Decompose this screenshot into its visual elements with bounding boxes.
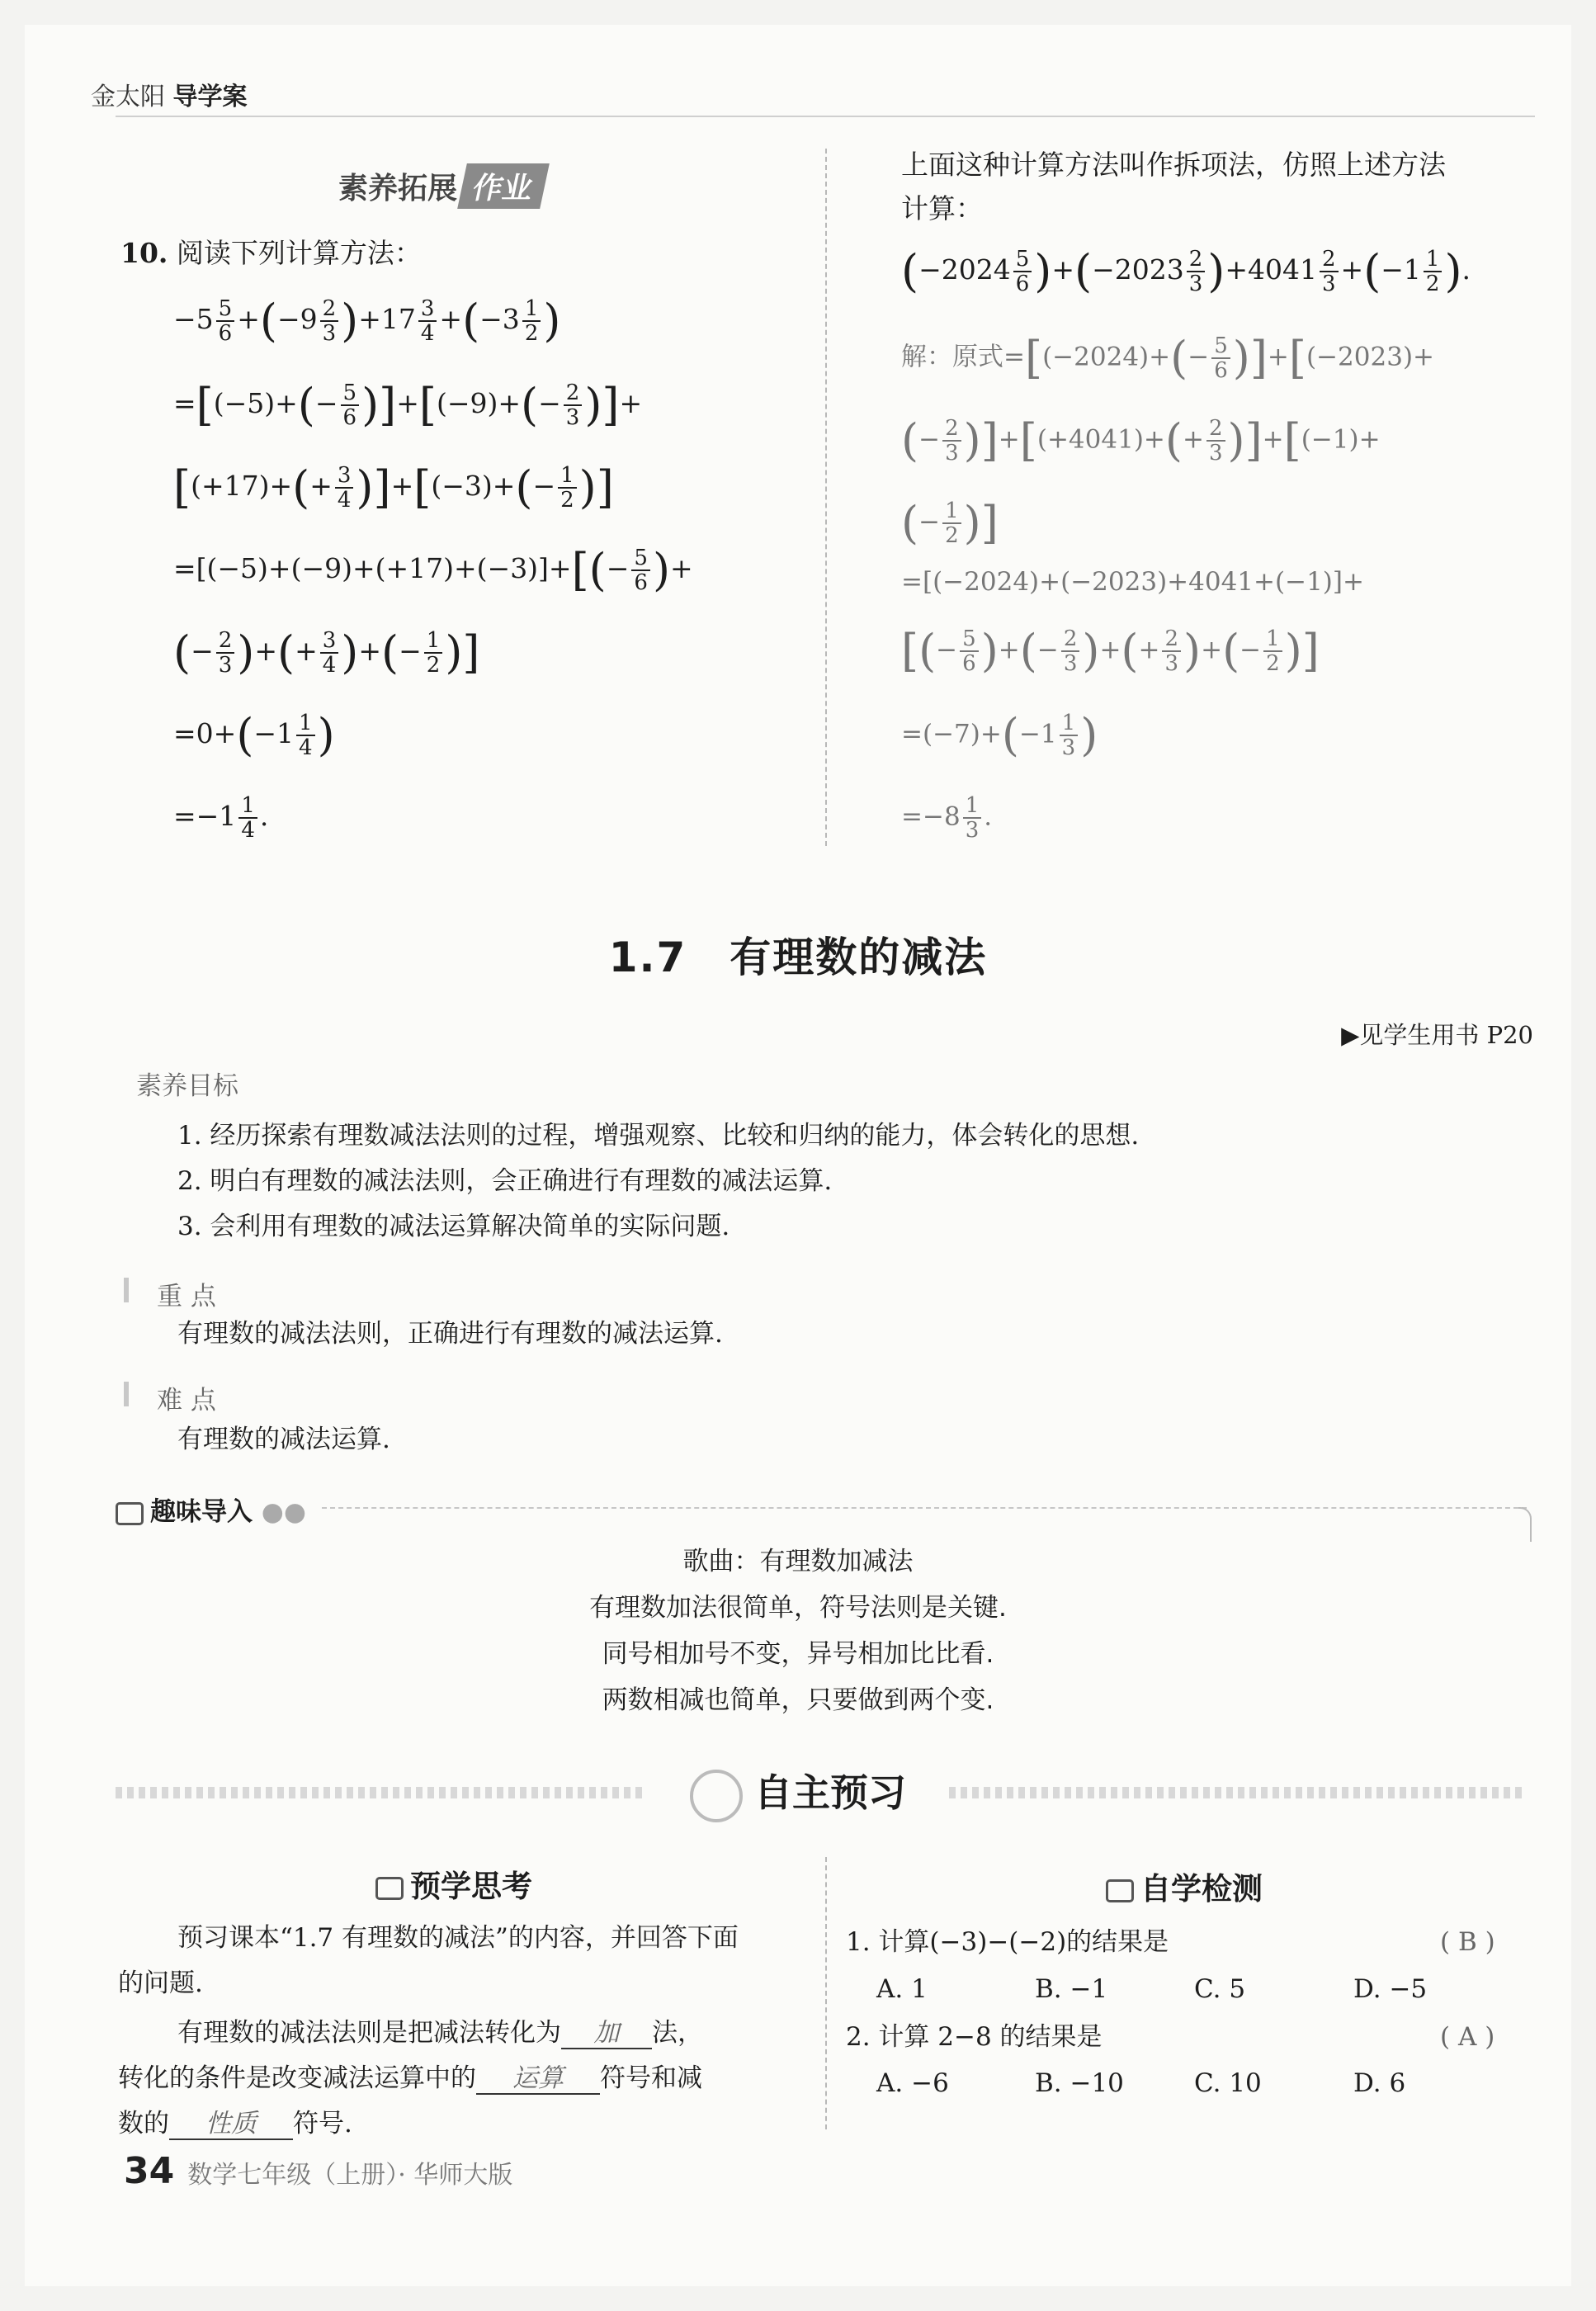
header-brand xyxy=(91,76,248,112)
preview-divider xyxy=(825,1857,827,2129)
question-number: 10. xyxy=(120,237,168,269)
goal-item: 2. 明白有理数的减法法则，会正确进行有理数的减法运算. xyxy=(177,1166,833,1196)
example-line-3b: (− $\frac{2}{3}$ )+(+ $\frac{3}{4}$ )+(− $\frac{1}{2}$ )] xyxy=(173,626,480,678)
brand-subtitle: 导学案 xyxy=(172,83,248,111)
option[interactable]: C. 5 xyxy=(1194,1974,1246,2004)
footer xyxy=(124,2150,512,2192)
solution-line-4: =−8 $\frac{1}{3}$ . xyxy=(901,793,993,843)
intro-label: 趣味导入 ●● xyxy=(116,1491,306,1528)
brand-name: 金太阳 xyxy=(91,83,165,111)
key-text: 有理数的减法法则，正确进行有理数的减法运算. xyxy=(177,1319,723,1349)
option[interactable]: A. −6 xyxy=(876,2068,949,2098)
think-para-3: 转化的条件是改变减法运算中的 运算 符号和减 xyxy=(118,2063,702,2093)
solution-line-1b: (− $\frac{2}{3}$ )]+[(+4041)+(+ $\frac{2}{3}$ )]+[(−1)+ xyxy=(901,414,1381,466)
page-number: 34 xyxy=(124,2150,175,2192)
check-q1: 1. 计算(−3)−(−2)的结果是 xyxy=(846,1927,1169,1957)
header-rule xyxy=(116,116,1535,117)
solution-line-1c: (− $\frac{1}{2}$ )] xyxy=(901,497,999,549)
homework-badge: 作业 xyxy=(457,163,550,209)
check-icon xyxy=(1106,1879,1134,1902)
check-q2-answer: ( A ) xyxy=(1440,2022,1495,2052)
check-title xyxy=(1106,1864,1263,1908)
key-marker xyxy=(124,1278,129,1302)
example-line-3: =[(−5)+(−9)+(+17)+(−3)]+[(− $\frac{5}{6}$ )+ xyxy=(173,544,693,596)
hard-label: 难 点 xyxy=(157,1386,216,1415)
think-para-1b: 的问题. xyxy=(118,1968,203,1998)
key-label: 重 点 xyxy=(157,1282,216,1311)
goals-label: 素养目标 xyxy=(136,1071,238,1101)
right-intro-1: 上面这种计算方法叫作拆项法，仿照上述方法 xyxy=(901,149,1446,181)
preview-icon xyxy=(690,1770,743,1822)
option[interactable]: D. 6 xyxy=(1353,2068,1406,2098)
option[interactable]: D. −5 xyxy=(1353,1974,1428,2004)
option[interactable]: B. −1 xyxy=(1035,1974,1108,2004)
blank-answer[interactable]: 运算 xyxy=(476,2063,600,2095)
student-book-ref: ▶见学生用书 P20 xyxy=(1341,1021,1533,1049)
check-q2: 2. 计算 2−8 的结果是 xyxy=(846,2022,1103,2052)
check-q1-answer: ( B ) xyxy=(1440,1927,1495,1957)
section-title: 1.7 有理数的减法 xyxy=(608,933,988,981)
question-text: 阅读下列计算方法： xyxy=(176,237,422,269)
intro-label-text: 趣味导入 xyxy=(150,1497,253,1527)
think-para-2: 有理数的减法法则是把减法转化为 加 法， xyxy=(177,2018,703,2048)
song-line: 同号相加号不变，异号相加比比看. xyxy=(602,1639,994,1669)
solution-line-1: 解：原式=[(−2024)+(− $\frac{5}{6}$ )]+[(−2023)+ xyxy=(901,332,1435,384)
solution-line-2: =[(−2024)+(−2023)+4041+(−1)]+ xyxy=(901,567,1364,597)
song-title: 歌曲：有理数加减法 xyxy=(682,1547,914,1576)
solution-line-2b: [(− $\frac{5}{6}$ )+(− $\frac{2}{3}$ )+(+ $\frac{2}{3}$ )+(− $\frac{1}{2}$ )] xyxy=(901,625,1320,677)
example-line-1: −5 $\frac{5}{6}$ +(−9 $\frac{2}{3}$ )+17 $\frac{3}{4}$ +(−3 $\frac{1}{2}$ ) xyxy=(173,295,561,347)
goal-item: 3. 会利用有理数的减法运算解决简单的实际问题. xyxy=(177,1212,730,1241)
hard-text: 有理数的减法运算. xyxy=(177,1425,390,1454)
option[interactable]: A. 1 xyxy=(876,1974,928,2004)
think-para-1: 预习课本“1.7 有理数的减法”的内容，并回答下面 xyxy=(177,1923,739,1953)
example-line-4: =0+(−1 $\frac{1}{4}$ ) xyxy=(173,709,335,761)
think-title-text: 预学思考 xyxy=(410,1869,532,1904)
hard-marker xyxy=(124,1382,129,1406)
example-line-2b: [(+17)+(+ $\frac{3}{4}$ )]+[(−3)+(− $\frac{1}{2}$ )] xyxy=(173,461,614,513)
goal-item: 1. 经历探索有理数减法法则的过程，增强观察、比较和归纳的能力，体会转化的思想. xyxy=(177,1121,1140,1151)
think-title xyxy=(375,1861,532,1906)
song-line: 两数相减也简单，只要做到两个变. xyxy=(602,1685,994,1715)
option[interactable]: C. 10 xyxy=(1194,2068,1262,2098)
example-line-2: =[(−5)+(− $\frac{5}{6}$ )]+[(−9)+(− $\frac{2}{3}$ )]+ xyxy=(173,379,643,431)
right-intro-2: 计算： xyxy=(901,192,983,224)
footer-text: 数学七年级（上册）· 华师大版 xyxy=(187,2161,513,2190)
intro-icon xyxy=(116,1502,144,1525)
intro-divider xyxy=(322,1507,1527,1509)
think-icon xyxy=(375,1877,404,1900)
blank-answer[interactable]: 性质 xyxy=(169,2109,293,2140)
solution-line-3: =(−7)+(−1 $\frac{1}{3}$ ) xyxy=(901,709,1098,761)
preview-title-text: 自主预习 xyxy=(754,1770,906,1815)
option[interactable]: B. −10 xyxy=(1035,2068,1124,2098)
example-line-5: =−1 $\frac{1}{4}$ . xyxy=(173,793,269,843)
expand-tag xyxy=(338,163,545,209)
intro-corner xyxy=(1518,1507,1532,1542)
preview-title xyxy=(0,1763,1596,1822)
blank-answer[interactable]: 加 xyxy=(561,2018,652,2049)
expand-title: 素养拓展 xyxy=(338,172,458,206)
think-para-4: 数的 性质 符号. xyxy=(118,2109,352,2139)
check-title-text: 自学检测 xyxy=(1140,1871,1263,1907)
column-divider xyxy=(825,149,827,846)
exercise-expression: (−2024 $\frac{5}{6}$ )+(−2023 $\frac{2}{3}$ )+4041 $\frac{2}{3}$ +(−1 $\frac{1}{2}$ ). xyxy=(901,245,1471,297)
q10-prompt xyxy=(120,233,422,274)
song-line: 有理数加法很简单，符号法则是关键. xyxy=(589,1593,1007,1623)
